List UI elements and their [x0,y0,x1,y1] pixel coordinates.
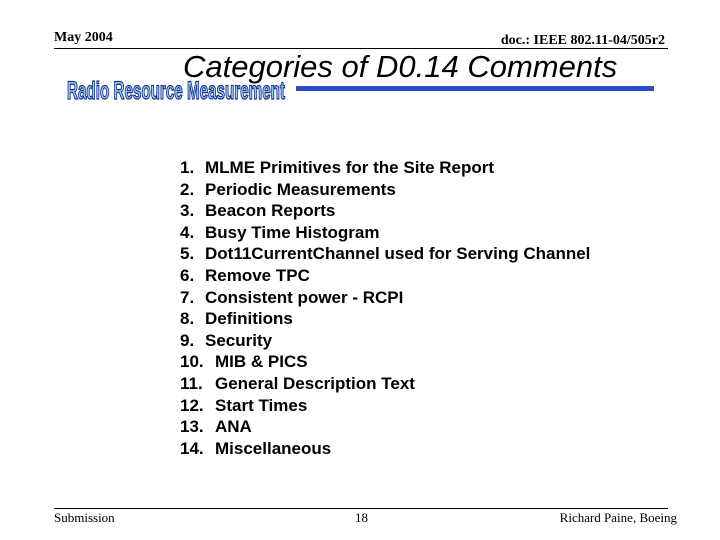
item-number: 11. [180,373,203,393]
footer-submission: Submission [54,510,115,525]
item-text: Definitions [205,309,293,329]
item-number: 10. [180,352,204,372]
item-text: Miscellaneous [215,438,332,458]
item-number: 1. [180,158,195,177]
logo-text: Radio Resource Measurement [67,77,286,105]
list-item [180,438,590,460]
item-text: Periodic Measurements [205,179,396,199]
item-number: 14. [180,438,204,458]
list-item [180,179,590,201]
item-text: General Description Text [215,373,415,393]
item-number: 13. [180,417,204,437]
list-item [180,308,590,330]
list-item [180,200,590,222]
header-date: May 2004 [54,30,113,45]
list-item [180,416,590,438]
item-text: Start Times [215,395,308,415]
list-item [180,265,590,287]
title-underline [296,86,654,91]
slide-title: Categories of D0.14 Comments [183,49,618,84]
item-text: MIB & PICS [215,352,308,372]
list-item [180,243,590,265]
list-item [180,395,590,417]
item-text: Remove TPC [205,265,310,285]
item-text: Dot11CurrentChannel used for Serving Channel [205,244,591,264]
item-number: 3. [180,201,195,221]
item-number: 9. [180,330,195,350]
item-text: Consistent power - RCPI [205,287,404,307]
list-item [180,157,590,179]
item-number: 12. [180,395,204,415]
comment-category-list [180,157,590,459]
list-item [180,222,590,244]
item-text: Beacon Reports [205,201,336,221]
item-number: 5. [180,244,195,264]
footer-page-number: 18 [355,510,368,525]
item-text: Security [205,330,273,350]
item-number: 8. [180,309,195,329]
item-number: 7. [180,287,195,307]
item-number: 6. [180,265,195,285]
footer-divider [54,508,668,509]
item-number: 2. [180,179,195,199]
item-text: MLME Primitives for the Site Report [205,158,495,177]
list-item [180,287,590,309]
list-item [180,373,590,395]
list-item [180,330,590,352]
header-doc-id: doc.: IEEE 802.11-04/505r2 [500,33,665,48]
item-number: 4. [180,222,195,242]
list-item [180,351,590,373]
item-text: Busy Time Histogram [205,222,380,242]
item-text: ANA [215,417,252,437]
footer-author: Richard Paine, Boeing [559,510,677,525]
